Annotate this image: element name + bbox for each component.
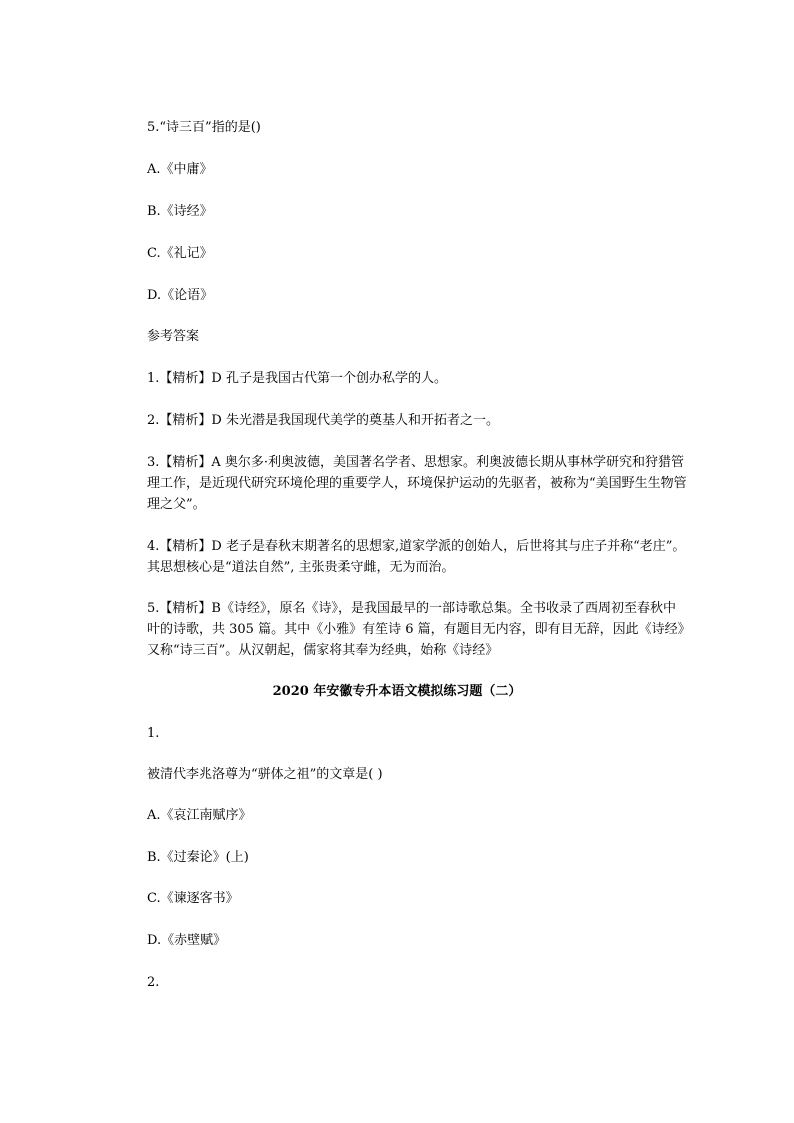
question-1-stem: 被清代李兆洛尊为“骈体之祖”的文章是( ) [147,767,383,782]
answer-3: 3.【精析】A 奥尔多·利奥波德，美国著名学者、思想家。利奥波德长期从事林学研究和狩猎管理工作，是近现代研究环境伦理的重要学人，环境保护运动的先驱者，被称为“美国野生生物管理之父”。 [147,455,687,512]
question-1-option-b: B.《过秦论》(上) [147,850,249,865]
question-1-option-d: D.《赤壁赋》 [147,933,227,948]
question-5-option-d: D.《论语》 [147,288,214,303]
question-1-number: 1. [147,726,160,741]
answer-2: 2.【精析】D 朱光潜是我国现代美学的奠基人和开拓者之一。 [147,413,499,428]
question-2-number: 2. [147,975,160,990]
question-1-option-c: C.《谏逐客书》 [147,891,239,906]
question-5-option-a: A.《中庸》 [147,162,213,177]
section-title: 2020 年安徽专升本语文模拟练习题（二） [272,684,522,699]
question-5-option-c: C.《礼记》 [147,246,213,261]
answer-4: 4.【精析】D 老子是春秋末期著名的思想家,道家学派的创始人，后世将其与庄子并称“老庄”。其思想核心是“道法自然”, 主张贵柔守雌，无为而治。 [147,539,686,575]
answers-heading: 参考答案 [147,329,200,344]
question-5-option-b: B.《诗经》 [147,204,213,219]
answer-5: 5.【精析】B《诗经》，原名《诗》，是我国最早的一部诗歌总集。全书收录了西周初至春秋中叶的诗歌，共 305 篇。其中《小雅》有笙诗 6 篇，有题目无内容，即有目无辞，因此《诗经》又称“诗三百”。从汉朝起，儒家将其奉为经典，始称《诗经》 [147,601,685,658]
question-5-stem: 5.“诗三百”指的是() [147,120,261,135]
question-1-option-a: A.《哀江南赋序》 [147,808,252,823]
answer-1: 1.【精析】D 孔子是我国古代第一个创办私学的人。 [147,371,447,386]
